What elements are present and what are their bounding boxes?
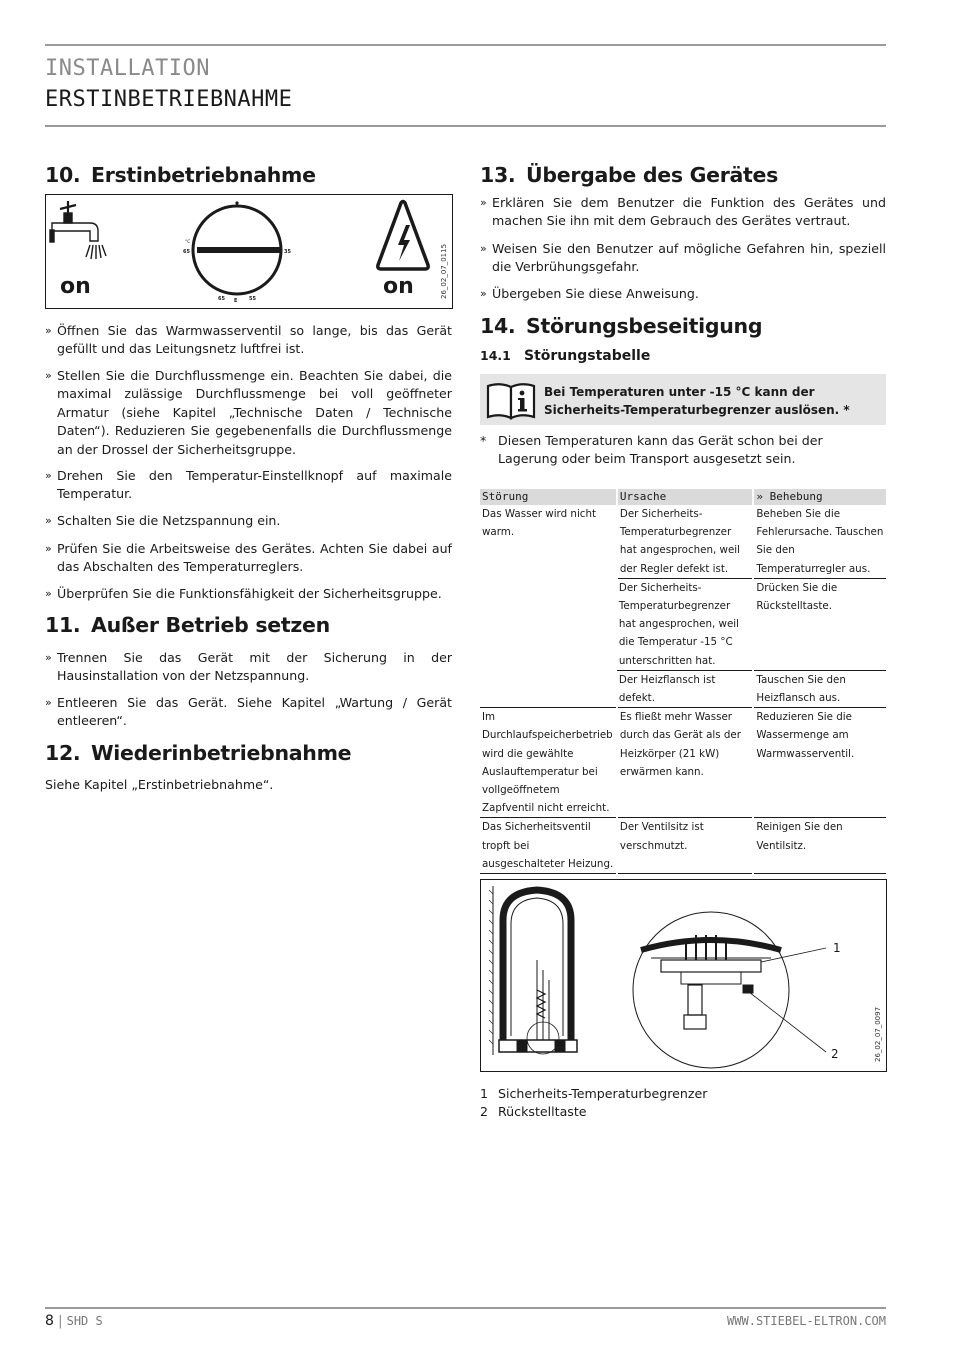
svg-text:°C: °C (185, 240, 191, 245)
s13-bullet-1: » Erklären Sie dem Benutzer die Funktion des Gerätes und machen Sie ihn mit dem Gebrauch des Gerätes vertraut. (480, 194, 886, 231)
table-cell: Der Sicherheits-Temperaturbegrenzer hat angesprochen, weil der Regler defekt ist. (617, 505, 753, 578)
header-stoerung: Störung (480, 489, 617, 505)
header-subsection: ERSTINBETRIEBNAHME (45, 87, 293, 112)
footnote-text: Diesen Temperaturen kann das Gerät schon bei der Lagerung oder beim Transport ausgesetzt sein. (498, 433, 823, 467)
header-top-rule (45, 44, 886, 46)
s11-bullet-2: » Entleeren Sie das Gerät. Siehe Kapitel „Wartung / Gerät entleeren“. (45, 694, 452, 731)
section-14-1-heading: 14.1 Störungstabelle (480, 348, 651, 364)
legend-item-1: 1 Sicherheits-Temperaturbegrenzer (480, 1086, 708, 1101)
notice-text: Bei Temperaturen unter -15 °C kann der Sicherheits-Temperaturbegrenzer auslösen. * (544, 385, 850, 417)
table-cell: Im Durchlaufspeicherbetrieb wird die gewählte Auslauftemperatur bei vollgeöffnetem Zapfventil nicht erreicht. (480, 708, 617, 818)
section-14-heading: 14. Störungsbeseitigung (480, 314, 763, 338)
s10-bullet-2: » Stellen Sie die Durchflussmenge ein. Beachten Sie dabei, die maximal zulässige Durchflussmenge bei voll geöffneter Armatur (siehe Kapitel „Technische Daten / Technische Daten“). Reduzieren Sie gegebenenfalls die Durchflussmenge an der Drossel der Sicherheitsgruppe. (45, 367, 452, 459)
section-13-heading: 13. Übergabe des Gerätes (480, 163, 779, 187)
table-cell: Der Ventilsitz ist verschmutzt. (617, 818, 753, 874)
table-cell: Reduzieren Sie die Wassermenge am Warmwasserventil. (753, 708, 886, 818)
table-cell: Der Heizflansch ist defekt. (617, 670, 753, 707)
svg-text:55: 55 (249, 296, 256, 302)
section-11-heading: 11. Außer Betrieb setzen (45, 613, 330, 637)
table-cell: Beheben Sie die Fehlerursache. Tauschen Sie den Temperaturregler aus. (753, 505, 886, 578)
s12-text: Siehe Kapitel „Erstinbetriebnahme“. (45, 777, 274, 792)
svg-text:35: 35 (284, 249, 291, 255)
header-bottom-rule (45, 125, 886, 127)
svg-text:65: 65 (218, 296, 225, 302)
header-section: INSTALLATION (45, 56, 210, 81)
table-row (480, 818, 886, 874)
faucet-icon (50, 201, 106, 259)
table-row (480, 708, 886, 818)
table-header-row (480, 489, 886, 505)
table-cell: Das Sicherheitsventil tropft bei ausgeschalteter Heizung. (480, 818, 617, 874)
s13-bullet-3: » Übergeben Sie diese Anweisung. (480, 285, 886, 303)
troubleshooting-table (480, 489, 886, 874)
table-cell: Drücken Sie die Rückstelltaste. (753, 578, 886, 670)
page-number: 8 (45, 1313, 54, 1329)
footer-model: SHD S (66, 1314, 103, 1328)
footnote-mark: * (480, 433, 487, 448)
s10-bullet-3: » Drehen Sie den Temperatur-Einstellknopf auf maximale Temperatur. (45, 467, 452, 504)
high-voltage-warning-icon (378, 202, 428, 270)
figure-code-2: 26_02_07_0097 (874, 1006, 882, 1062)
svg-text:65: 65 (183, 249, 190, 255)
legend-item-2: 2 Rückstelltaste (480, 1104, 587, 1119)
temperature-dial-icon (183, 201, 291, 304)
tank-section-drawing (489, 886, 577, 1055)
footnote (480, 432, 886, 469)
section-12-heading: 12. Wiederinbetriebnahme (45, 741, 352, 765)
header-behebung: » Behebung (753, 489, 886, 505)
s13-bullet-2: » Weisen Sie den Benutzer auf mögliche Gefahren hin, speziell die Verbrühungsgefahr. (480, 240, 886, 277)
footer-url: WWW.STIEBEL-ELTRON.COM (727, 1314, 886, 1328)
s11-bullet-1: » Trennen Sie das Gerät mit der Sicherung in der Hausinstallation von der Netzspannung. (45, 649, 452, 686)
table-cell: Tauschen Sie den Heizflansch aus. (753, 670, 886, 707)
on-label-2: on (383, 274, 414, 299)
s10-bullet-1: » Öffnen Sie das Warmwasserventil so lange, bis das Gerät gefüllt und das Leitungsnetz luftfrei ist. (45, 322, 452, 359)
s10-bullet-6: » Überprüfen Sie die Funktionsfähigkeit der Sicherheitsgruppe. (45, 585, 452, 603)
callout-2: 2 (831, 1047, 839, 1061)
heater-illustration (481, 880, 886, 1071)
callout-1: 1 (833, 941, 841, 955)
section-10-heading: 10. Erstinbetriebnahme (45, 163, 316, 187)
on-label-1: on (60, 274, 91, 299)
s10-bullet-4: » Schalten Sie die Netzspannung ein. (45, 512, 452, 530)
startup-illustration (46, 195, 452, 308)
table-cell: Das Wasser wird nicht warm. (480, 505, 617, 708)
info-book-icon (484, 374, 540, 425)
s10-bullet-5: » Prüfen Sie die Arbeitsweise des Gerätes. Achten Sie dabei auf das Abschalten des Temperaturreglers. (45, 540, 452, 577)
notice-box (480, 374, 886, 425)
footer-separator: | (58, 1314, 63, 1329)
startup-figure (45, 194, 453, 309)
footer-rule (45, 1307, 886, 1309)
table-cell: Der Sicherheits-Temperaturbegrenzer hat angesprochen, weil die Temperatur -15 °C unterschritten hat. (617, 578, 753, 670)
figure-code-1: 26_02_07_0115 (440, 243, 448, 299)
footer-left (45, 1313, 103, 1329)
heater-figure (480, 879, 887, 1072)
table-cell: Es fließt mehr Wasser durch das Gerät als der Heizkörper (21 kW) erwärmen kann. (617, 708, 753, 818)
table-cell: Reinigen Sie den Ventilsitz. (753, 818, 886, 874)
table-row (480, 505, 886, 578)
svg-text:E: E (234, 298, 238, 304)
header-ursache: Ursache (617, 489, 753, 505)
flange-detail-drawing (633, 912, 826, 1068)
